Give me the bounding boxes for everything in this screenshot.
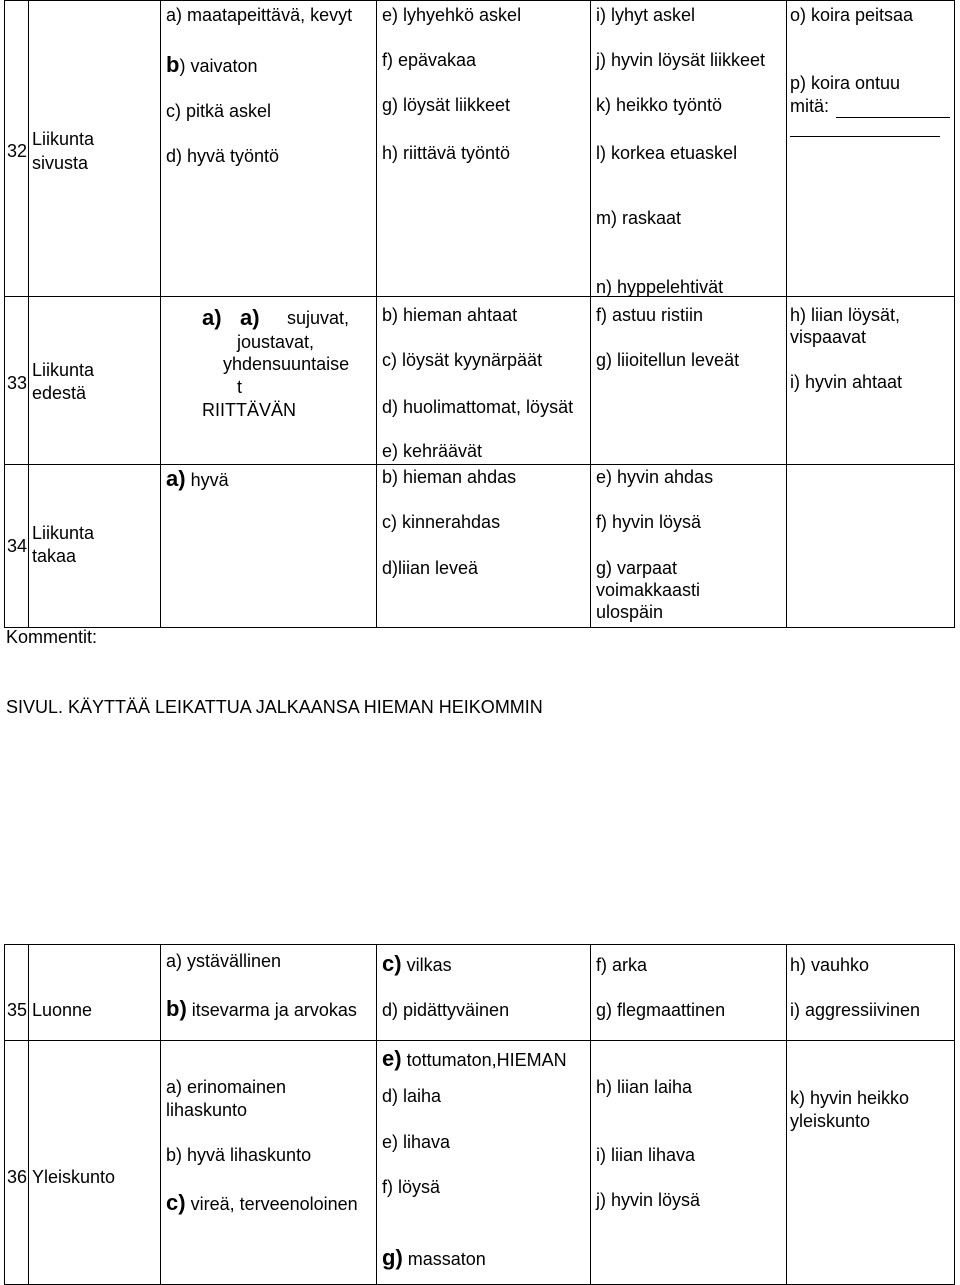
option-b: b) hyvä lihaskunto xyxy=(166,1145,312,1165)
option-e: e) lyhyehkö askel xyxy=(382,5,522,25)
option-a: a) maatapeittävä, kevyt xyxy=(166,5,353,25)
option-c: c) vireä, terveenoloinen xyxy=(166,1190,358,1215)
option-i: i) hyvin ahtaat xyxy=(790,372,903,392)
option-d: d) pidättyväinen xyxy=(382,1000,510,1020)
option-b: b) hieman ahdas xyxy=(382,467,517,487)
option-a-line5: RIITTÄVÄN xyxy=(202,400,297,420)
option-f: f) arka xyxy=(596,955,648,975)
row-number: 36 xyxy=(7,1167,28,1187)
option-k: k) heikko työntö xyxy=(596,95,723,115)
option-j: j) hyvin löysät liikkeet xyxy=(596,50,766,70)
option-e: e) lihava xyxy=(382,1132,451,1152)
option-g-line2: voimakkaasti xyxy=(596,580,701,600)
option-letter: a) xyxy=(166,466,186,491)
row-label: Luonne xyxy=(32,1000,93,1020)
option-a-line2: joustavat, xyxy=(237,332,315,352)
row-label-line1: Liikunta xyxy=(32,129,95,149)
option-a-line1: a) erinomainen xyxy=(166,1077,287,1097)
option-c: c) vilkas xyxy=(382,951,452,976)
option-f: f) löysä xyxy=(382,1177,441,1197)
row-label-line1: Liikunta xyxy=(32,360,95,380)
option-i: i) liian lihava xyxy=(596,1145,696,1165)
option-i: i) aggressiivinen xyxy=(790,1000,921,1020)
option-c: c) löysät kyynärpäät xyxy=(382,350,543,370)
option-d: d)liian leveä xyxy=(382,558,479,578)
option-d: d) hyvä työntö xyxy=(166,146,280,166)
option-h-line1: h) liian löysät, xyxy=(790,305,901,325)
row-number: 32 xyxy=(7,141,28,161)
row-number: 34 xyxy=(7,536,28,556)
option-f: f) hyvin löysä xyxy=(596,512,702,532)
option-j: j) hyvin löysä xyxy=(596,1190,701,1210)
option-b: b) hieman ahtaat xyxy=(382,305,518,325)
option-i: i) lyhyt askel xyxy=(596,5,696,25)
option-h-line2: vispaavat xyxy=(790,327,867,347)
option-a-line3: yhdensuuntaise xyxy=(223,354,350,374)
option-n: n) hyppelehtivät xyxy=(596,277,724,297)
option-a: a) ystävällinen xyxy=(166,951,282,971)
option-d: d) huolimattomat, löysät xyxy=(382,397,574,417)
option-g: g) löysät liikkeet xyxy=(382,95,511,115)
option-k-line2: yleiskunto xyxy=(790,1111,871,1131)
option-g-line3: ulospäin xyxy=(596,602,664,622)
option-letter: g) xyxy=(382,1245,403,1270)
option-letter: a) xyxy=(240,305,260,330)
option-a-line1: sujuvat, xyxy=(287,308,350,328)
row-label-line2: edestä xyxy=(32,383,87,403)
option-l: l) korkea etuaskel xyxy=(596,143,738,163)
fill-in-blank-line xyxy=(836,117,950,118)
option-g: g) massaton xyxy=(382,1245,486,1270)
option-c: c) pitkä askel xyxy=(166,101,272,121)
option-letter: a) xyxy=(202,305,222,330)
option-c: c) kinnerahdas xyxy=(382,512,501,532)
comments-text: SIVUL. KÄYTTÄÄ LEIKATTUA JALKAANSA HIEMAN HEIKOMMIN xyxy=(6,697,543,717)
option-g: g) liioitellun leveät xyxy=(596,350,740,370)
option-letter: c) xyxy=(166,1190,186,1215)
option-p-mita: mitä: xyxy=(790,96,830,116)
option-g-line1: g) varpaat xyxy=(596,558,678,578)
row-label-line2: takaa xyxy=(32,546,77,566)
option-a-line2: lihaskunto xyxy=(166,1100,248,1120)
row-label-line1: Liikunta xyxy=(32,523,95,543)
option-letter: e) xyxy=(382,1046,402,1071)
row-label: Yleiskunto xyxy=(32,1167,116,1187)
option-f: f) epävakaa xyxy=(382,50,477,70)
option-letter: c) xyxy=(382,951,402,976)
option-d: d) laiha xyxy=(382,1086,442,1106)
option-o: o) koira peitsaa xyxy=(790,5,914,25)
option-h: h) vauhko xyxy=(790,955,870,975)
option-g: g) flegmaattinen xyxy=(596,1000,726,1020)
option-b: b) itsevarma ja arvokas xyxy=(166,996,357,1021)
row-number: 35 xyxy=(7,1000,28,1020)
option-e: e) kehräävät xyxy=(382,441,483,461)
option-letter: b) xyxy=(166,996,187,1021)
option-k-line1: k) hyvin heikko xyxy=(790,1088,910,1108)
option-e: e) hyvin ahdas xyxy=(596,467,714,487)
fill-in-blank-line xyxy=(790,136,940,137)
option-p: p) koira ontuu xyxy=(790,73,901,93)
option-h: h) riittävä työntö xyxy=(382,143,511,163)
option-a: a) hyvä xyxy=(166,466,229,491)
row-label-line2: sivusta xyxy=(32,153,89,173)
option-f: f) astuu ristiin xyxy=(596,305,704,325)
row-number: 33 xyxy=(7,373,28,393)
option-m: m) raskaat xyxy=(596,208,682,228)
option-h: h) liian laiha xyxy=(596,1077,693,1097)
option-b: b) vaivaton xyxy=(166,52,258,77)
option-letter: b xyxy=(166,52,180,77)
comments-label: Kommentit: xyxy=(6,627,98,647)
option-a-line4: t xyxy=(237,377,243,397)
option-e: e) tottumaton,HIEMAN xyxy=(382,1046,567,1071)
